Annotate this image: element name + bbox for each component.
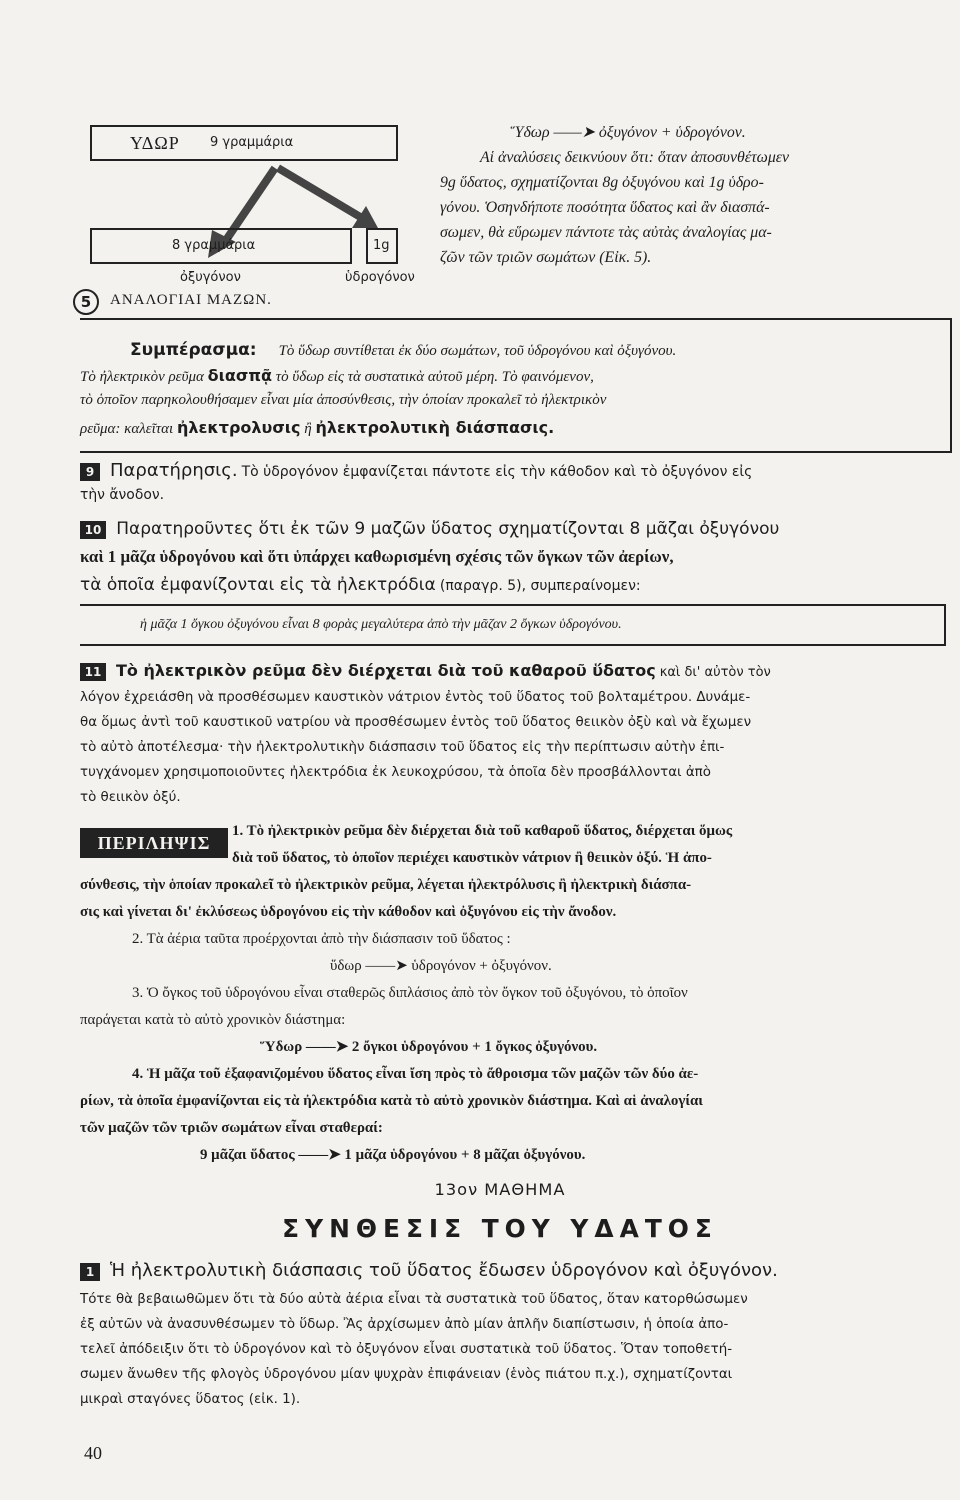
- paragraph-10-marker: 10: [80, 521, 106, 539]
- water-box: [90, 125, 398, 161]
- observation-text-2: τὴν ἄνοδον.: [80, 487, 165, 504]
- observation-heading: Παρατήρησις.: [110, 460, 238, 481]
- summary: [80, 818, 960, 1169]
- summary-item-1a: 1. Τὸ ἠλεκτρικὸν ρεῦμα δὲν διέρχεται διὰ τοῦ καθαροῦ ὕδατος, διέρχεται ὅμως: [232, 823, 733, 839]
- intro-line-5: σωμεν, θὰ εὕρωμεν πάντοτε τὰς αὐτὰς ἀναλογίας μα-: [440, 224, 772, 241]
- hydrogen-box: [366, 228, 398, 264]
- paragraph-10-line-3a: τὰ ὁποῖα ἐμφανίζονται εἰς τὰ ἠλεκτρόδια: [80, 575, 436, 595]
- conclusion-line-3: τὸ ὁποῖον παρηκολουθήσαμεν εἶναι μία ἀποσύνθεσις, τὴν ὁποίαν προκαλεῖ τὸ ἠλεκτρικὸν: [80, 392, 607, 408]
- paragraph-1-marker: 1: [80, 1263, 100, 1281]
- lesson-number: 13ον ΜΑΘΗΜΑ: [434, 1180, 566, 1199]
- summary-item-1c: σύνθεσις, τὴν ὁποίαν προκαλεῖ τὸ ἠλεκτρικὸν ρεῦμα, λέγεται ἠλεκτρόλυσις ἢ ἠλεκτρικὴ διάσπα-: [80, 877, 692, 893]
- conclusion-line-4d: ἠλεκτρολυτικὴ διάσπασις.: [315, 418, 555, 437]
- summary-item-1d: σις καὶ γίνεται δι' ἐκλύσεως ὑδρογόνου εἰς τὴν κάθοδον καὶ ὀξυγόνου εἰς τὴν ἄνοδον.: [80, 904, 617, 920]
- paragraph-1-line-4: τελεῖ ἀπόδειξιν ὅτι τὸ ὑδρογόνον καὶ τὸ ὀξυγόνον εἶναι συστατικὰ τοῦ ὕδατος. Ὅταν τοποθετή-: [80, 1342, 733, 1357]
- oxygen-box: [90, 228, 352, 264]
- summary-item-4c: τῶν μαζῶν τῶν τριῶν σωμάτων εἶναι σταθεραί:: [80, 1120, 383, 1136]
- intro-line-1: Ὕδωρ ——➤ ὀξυγόνον + ὑδρογόνον.: [510, 124, 746, 141]
- paragraph-1-line-2: Τότε θὰ βεβαιωθῶμεν ὅτι τὰ δύο αὐτὰ ἀέρια εἶναι τὰ συστατικὰ τοῦ ὕδατος, ὅταν κατορθώσωμεν: [80, 1292, 748, 1307]
- paragraph-1-line-1: Ἡ ἠλεκτρολυτικὴ διάσπασις τοῦ ὕδατος ἔδωσεν ὑδρογόνον καὶ ὀξυγόνον.: [110, 1260, 778, 1281]
- paragraph-1-line-6: μικραὶ σταγόνες ὕδατος (εἰκ. 1).: [80, 1392, 301, 1407]
- paragraph-1-line-3: ἐξ αὐτῶν νὰ ἀνασυνθέσωμεν τὸ ὕδωρ. Ἂς ἀρχίσωμεν ἀπὸ μίαν ἁπλῆν διαπίστωσιν, ἡ ὁποία ἀπο-: [80, 1317, 729, 1332]
- paragraph-11-line-2: λόγον ἐχρειάσθη νὰ προσθέσωμεν καυστικὸν νάτριον ἐντὸς τοῦ ὕδατος τοῦ βολταμέτρου. Δυνάμε-: [80, 690, 751, 705]
- summary-item-4b: ρίων, τὰ ὁποῖα ἐμφανίζονται εἰς τὰ ἠλεκτρόδια κατὰ τὸ αὐτὸ χρονικὸν διάστημα. Καὶ αἱ ἀναλογίαι: [80, 1093, 703, 1109]
- water-label: ΥΔΩΡ: [130, 133, 180, 153]
- summary-item-3a: 3. Ὁ ὄγκος τοῦ ὑδρογόνου εἶναι σταθερῶς διπλάσιος ἀπὸ τὸν ὄγκον τοῦ ὀξυγόνου, τὸ ὁποῖον: [132, 985, 688, 1001]
- paragraph-11: [80, 658, 960, 810]
- conclusion-line-4a: ρεῦμα: καλεῖται: [80, 421, 174, 437]
- figure-number: 5: [73, 289, 99, 315]
- paragraph-11-line-3: θα ὅμως ἀντὶ τοῦ καυστικοῦ νατρίου νὰ προσθέσωμεν ἐντὸς τοῦ ὕδατος θειικὸν ὀξὺ καὶ νὰ ἔχωμεν: [80, 715, 752, 730]
- paragraph-11-marker: 11: [80, 663, 106, 681]
- page-number: 40: [84, 1443, 102, 1463]
- paragraph-10-line-3b: (παραγρ. 5), συμπεραίνομεν:: [439, 578, 641, 594]
- paragraph-10-boxed-text: ἡ μᾶζα 1 ὄγκου ὀξυγόνου εἶναι 8 φορὰς μεγαλύτερα ἀπὸ τὴν μᾶζαν 2 ὄγκων ὑδρογόνου.: [140, 617, 622, 632]
- intro-line-4: γόνου. Ὁσηνδήποτε ποσότητα ὕδατος καὶ ἂν διασπά-: [440, 199, 770, 216]
- intro-line-2: Αἱ ἀναλύσεις δεικνύουν ὅτι: ὅταν ἀποσυνθέτωμεν: [480, 149, 790, 166]
- observation-text-1: Τὸ ὑδρογόνον ἐμφανίζεται πάντοτε εἰς τὴν κάθοδον καὶ τὸ ὀξυγόνον εἰς: [241, 464, 753, 480]
- intro-line-6: ζῶν τῶν τριῶν σωμάτων (Εἰκ. 5).: [440, 249, 652, 266]
- summary-item-3b: παράγεται κατὰ τὸ αὐτὸ χρονικὸν διάστημα:: [80, 1012, 346, 1028]
- conclusion-box: [80, 318, 952, 453]
- hydrogen-label: ὑδρογόνον: [345, 270, 415, 285]
- paragraph-11-line-1a: Τὸ ἠλεκτρικὸν ρεῦμα δὲν διέρχεται διὰ τοῦ καθαροῦ ὕδατος: [116, 661, 656, 680]
- hydrogen-mass: 1g: [373, 238, 390, 253]
- intro-line-3: 9g ὕδατος, σχηματίζονται 8g ὀξυγόνου καὶ 1g ὑδρο-: [440, 174, 764, 191]
- conclusion-line-1: Τὸ ὕδωρ συντίθεται ἐκ δύο σωμάτων, τοῦ ὑδρογόνου καὶ ὀξυγόνου.: [278, 343, 677, 359]
- conclusion-line-4c: ἢ: [304, 421, 312, 437]
- paragraph-11-line-1b: καὶ δι' αὐτὸν τὸν: [659, 665, 771, 680]
- figure-caption: ΑΝΑΛΟΓΙΑΙ ΜΑΖΩΝ.: [110, 292, 272, 308]
- paragraph-10-line-2: καὶ 1 μᾶζα ὑδρογόνου καὶ ὅτι ὑπάρχει καθωρισμένη σχέσις τῶν ὄγκων τῶν ἀερίων,: [80, 547, 674, 566]
- lesson-title: ΣΥΝΘΕΣΙΣ ΤΟΥ ΥΔΑΤΟΣ: [282, 1214, 718, 1243]
- oxygen-mass: 8 γραμμάρια: [172, 238, 256, 253]
- summary-item-2-equation: ὕδωρ ——➤ ὑδρογόνον + ὀξυγόνον.: [330, 958, 552, 974]
- paragraph-11-line-5: τυγχάνομεν χρησιμοποιοῦντες ἠλεκτρόδια ἐκ λευκοχρύσου, τὰ ὁποῖα δὲν προσβάλλονται ἀπὸ: [80, 765, 711, 780]
- conclusion-heading: Συμπέρασμα:: [130, 340, 257, 360]
- oxygen-label: ὀξυγόνον: [180, 270, 241, 285]
- summary-item-1b: διὰ τοῦ ὕδατος, τὸ ὁποῖον περιέχει καυστικὸν νάτριον ἢ θειικὸν ὀξύ. Ἡ ἀπο-: [232, 850, 712, 866]
- intro-text: [440, 120, 960, 270]
- conclusion-line-2c: τὸ ὕδωρ εἰς τὰ συστατικὰ αὐτοῦ μέρη. Τὸ φαινόμενον,: [275, 369, 594, 385]
- summary-item-4-equation: 9 μᾶζαι ὕδατος ——➤ 1 μᾶζα ὑδρογόνου + 8 μᾶζαι ὀξυγόνου.: [200, 1147, 586, 1163]
- summary-item-3-equation: Ὕδωρ ——➤ 2 ὄγκοι ὑδρογόνου + 1 ὄγκος ὀξυγόνου.: [260, 1039, 598, 1055]
- paragraph-10: [80, 515, 960, 600]
- water-mass: 9 γραμμάρια: [210, 135, 294, 150]
- summary-item-2: 2. Τὰ ἀέρια ταῦτα προέρχονται ἀπὸ τὴν διάσπασιν τοῦ ὕδατος :: [132, 931, 511, 947]
- paragraph-11-line-6: τὸ θειικὸν ὀξύ.: [80, 790, 181, 805]
- observation: [80, 460, 960, 503]
- summary-item-4a: 4. Ἡ μᾶζα τοῦ ἐξαφανιζομένου ὕδατος εἶναι ἴση πρὸς τὸ ἄθροισμα τῶν μαζῶν τῶν δύο ἀε-: [132, 1066, 699, 1082]
- paragraph-10-box: [80, 604, 946, 646]
- paragraph-1: [80, 1258, 960, 1412]
- observation-marker: 9: [80, 463, 100, 481]
- paragraph-11-line-4: τὸ αὐτὸ ἀποτέλεσμα· τὴν ἠλεκτρολυτικὴν διάσπασιν τοῦ ὕδατος εἰς τὴν περίπτωσιν αὐτὴν ἐπι-: [80, 740, 725, 755]
- conclusion-line-2a: Τὸ ἠλεκτρικὸν ρεῦμα: [80, 369, 204, 385]
- paragraph-1-line-5: σωμεν ἄνωθεν τῆς φλογὸς ὑδρογόνου μίαν ψυχρὰν ἐπιφάνειαν (ἑνὸς πιάτου π.χ.), σχηματίζονται: [80, 1367, 733, 1382]
- paragraph-10-line-1: Παρατηροῦντες ὅτι ἐκ τῶν 9 μαζῶν ὕδατος σχηματίζονται 8 μᾶζαι ὀξυγόνου: [116, 519, 780, 539]
- summary-label: ΠΕΡΙΛΗΨΙΣ: [80, 828, 228, 858]
- conclusion-line-4b: ἠλεκτρολυσις: [176, 418, 301, 437]
- conclusion-line-2b: διασπᾷ: [207, 366, 272, 385]
